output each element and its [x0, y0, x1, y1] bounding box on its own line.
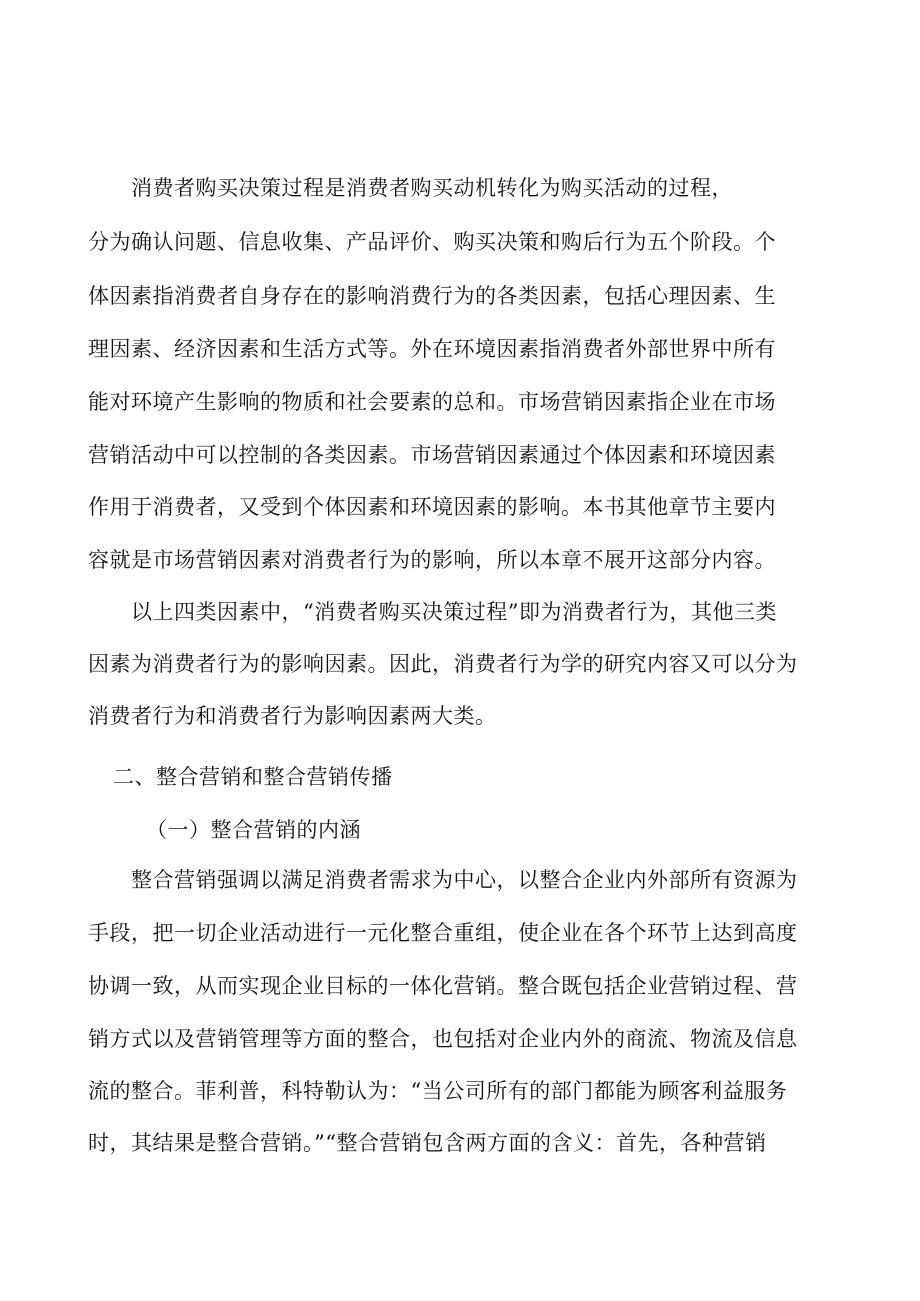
paragraph-3-line-4: 销方式以及营销管理等方面的整合，也包括对企业内外的商流、物流及信息	[88, 1027, 798, 1051]
paragraph-3-line-5: 流的整合。菲利普，科特勒认为：“当公司所有的部门都能为顾客利益服务	[88, 1079, 788, 1103]
paragraph-3-line-1: 整合营销强调以满足消费者需求为中心，以整合企业内外部所有资源为	[131, 868, 798, 892]
paragraph-1-line-7: 作用于消费者，又受到个体因素和环境因素的影响。本书其他章节主要内	[88, 495, 776, 519]
paragraph-3-line-3: 协调一致，从而实现企业目标的一体化营销。整合既包括企业营销过程、营	[88, 974, 798, 998]
paragraph-1-line-4: 理因素、经济因素和生活方式等。外在环境因素指消费者外部世界中所有	[88, 337, 776, 361]
paragraph-1-line-1: 消费者购买决策过程是消费者购买动机转化为购买活动的过程，	[131, 176, 733, 200]
paragraph-2-line-3: 消费者行为和消费者行为影响因素两大类。	[88, 704, 497, 728]
subsection-heading: （一）整合营销的内涵	[146, 818, 361, 842]
paragraph-1-line-6: 营销活动中可以控制的各类因素。市场营销因素通过个体因素和环境因素	[88, 443, 776, 467]
section-heading: 二、整合营销和整合营销传播	[113, 765, 393, 789]
paragraph-3-line-6: 时，其结果是整合营销。”“整合营销包含两方面的含义：首先，各种营销	[88, 1131, 767, 1155]
paragraph-1-line-5: 能对环境产生影响的物质和社会要素的总和。市场营销因素指企业在市场	[88, 390, 776, 414]
paragraph-3-line-2: 手段，把一切企业活动进行一元化整合重组，使企业在各个环节上达到高度	[88, 921, 798, 945]
paragraph-1-line-2: 分为确认问题、信息收集、产品评价、购买决策和购后行为五个阶段。个	[88, 230, 776, 254]
paragraph-2-line-2: 因素为消费者行为的影响因素。因此，消费者行为学的研究内容又可以分为	[88, 652, 798, 676]
paragraph-1-line-3: 体因素指消费者自身存在的影响消费行为的各类因素，包括心理因素、生	[88, 284, 776, 308]
paragraph-1-line-8: 容就是市场营销因素对消费者行为的影响，所以本章不展开这部分内容。	[88, 548, 776, 572]
paragraph-2-line-1: 以上四类因素中，“消费者购买决策过程”即为消费者行为，其他三类	[131, 600, 777, 624]
